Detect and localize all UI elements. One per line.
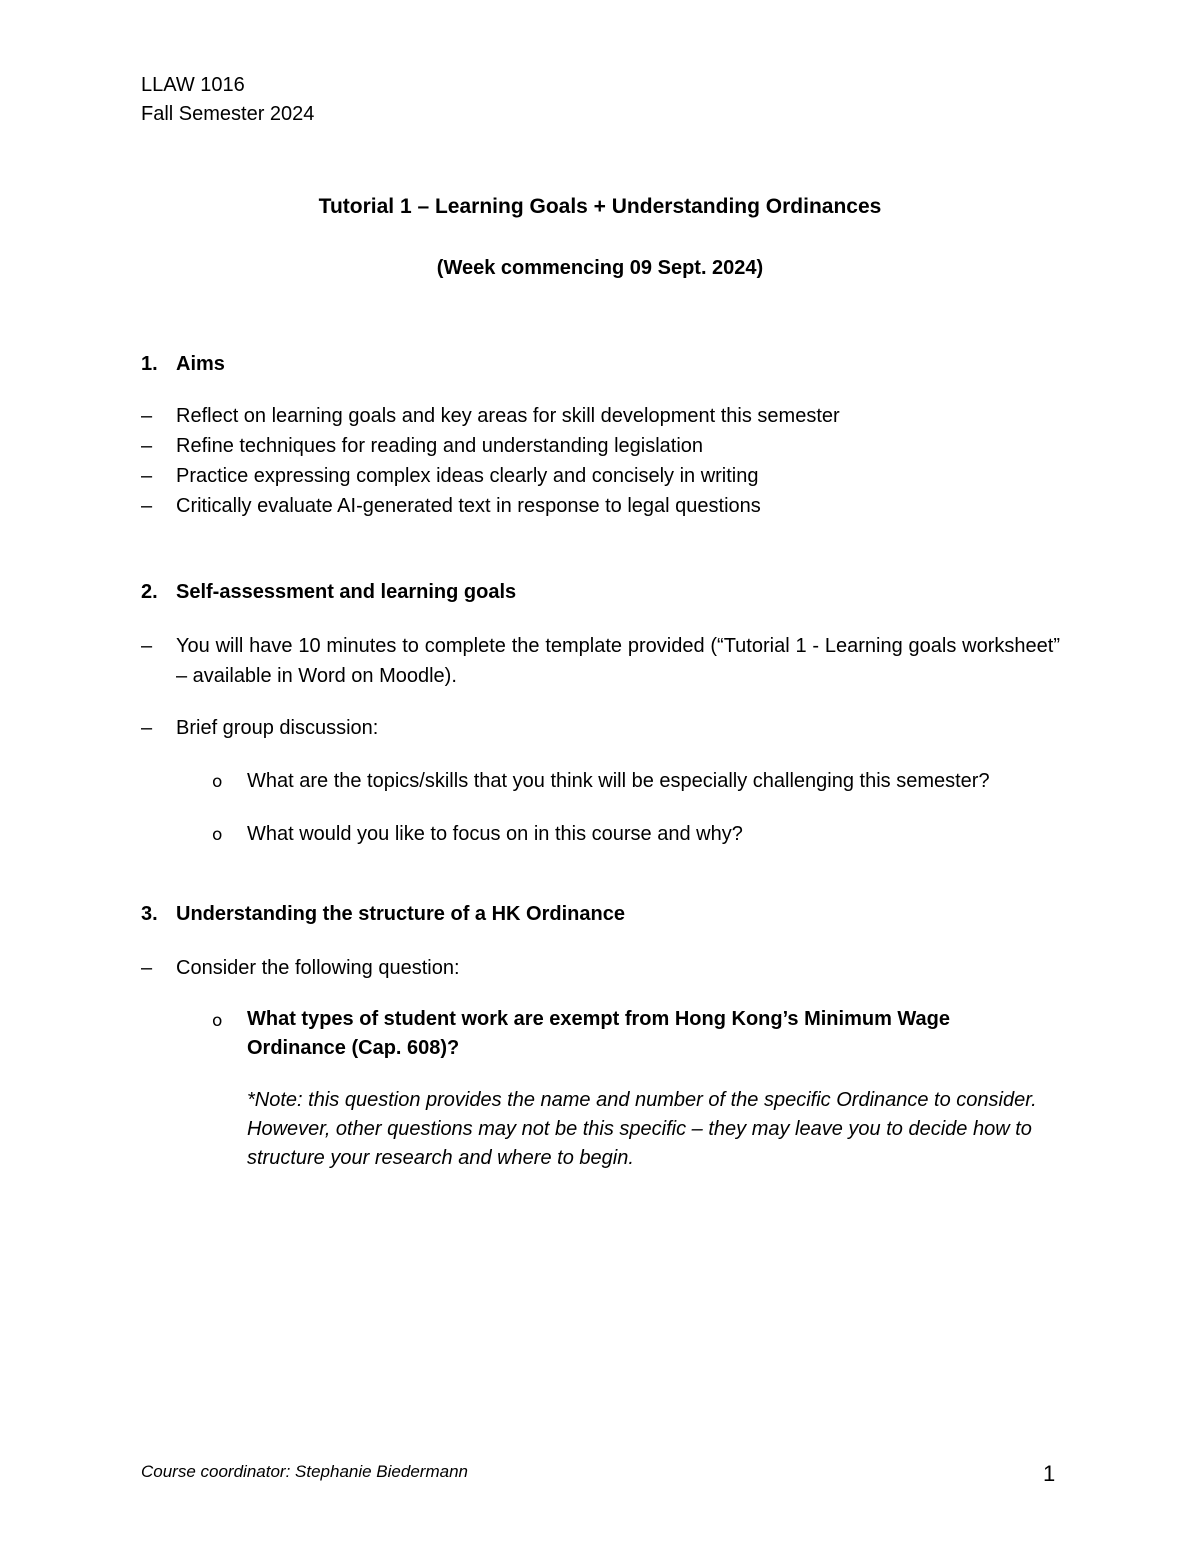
bullet-dash: – (141, 405, 153, 427)
aim-item-3: Practice expressing complex ideas clearly and concisely in writing (176, 465, 759, 487)
course-code: LLAW 1016 (141, 74, 245, 96)
discussion-question-2: What would you like to focus on in this course and why? (247, 823, 743, 845)
section-2-number: 2. (141, 581, 158, 603)
bullet-dash: – (141, 717, 153, 739)
week-commencing: (Week commencing 09 Sept. 2024) (436, 257, 764, 279)
aim-item-2: Refine techniques for reading and understanding legislation (176, 435, 704, 457)
section-3-number: 3. (141, 903, 158, 925)
bullet-dash: – (141, 957, 153, 979)
self-assessment-item-2: Brief group discussion: (176, 717, 379, 739)
aim-item-1: Reflect on learning goals and key areas for skill development this semester (176, 405, 840, 427)
section-1-number: 1. (141, 353, 158, 375)
section-1-heading: Aims (176, 353, 225, 375)
section-2-heading: Self-assessment and learning goals (176, 581, 517, 603)
bullet-dash: – (141, 435, 153, 457)
aim-item-4: Critically evaluate AI-generated text in response to legal questions (176, 495, 761, 517)
sub-bullet-circle: o (212, 825, 223, 845)
bullet-dash: – (141, 465, 153, 487)
research-note: *Note: this question provides the name and number of the specific Ordinance to consider. However, other questions may not be this specific – they may leave you to decide how to structure your research and where to begin. (247, 1089, 1037, 1169)
self-assessment-item-1: You will have 10 minutes to complete the template provided (“Tutorial 1 - Learning goals worksheet” – available in Word on Moodle). (176, 635, 1060, 687)
bullet-dash: – (141, 635, 153, 657)
page-number: 1 (1043, 1461, 1056, 1486)
minimum-wage-question: What types of student work are exempt from Hong Kong’s Minimum Wage Ordinance (Cap. 608)? (247, 1008, 951, 1059)
ordinance-item-1: Consider the following question: (176, 957, 460, 979)
sub-bullet-circle: o (212, 772, 223, 792)
semester: Fall Semester 2024 (141, 103, 315, 125)
sub-bullet-circle: o (212, 1011, 223, 1031)
document-title: Tutorial 1 – Learning Goals + Understanding Ordinances (318, 195, 882, 218)
discussion-question-1: What are the topics/skills that you think will be especially challenging this semester? (247, 770, 990, 792)
section-3-heading: Understanding the structure of a HK Ordinance (176, 903, 625, 925)
course-coordinator: Course coordinator: Stephanie Biedermann (141, 1462, 468, 1481)
bullet-dash: – (141, 495, 153, 517)
